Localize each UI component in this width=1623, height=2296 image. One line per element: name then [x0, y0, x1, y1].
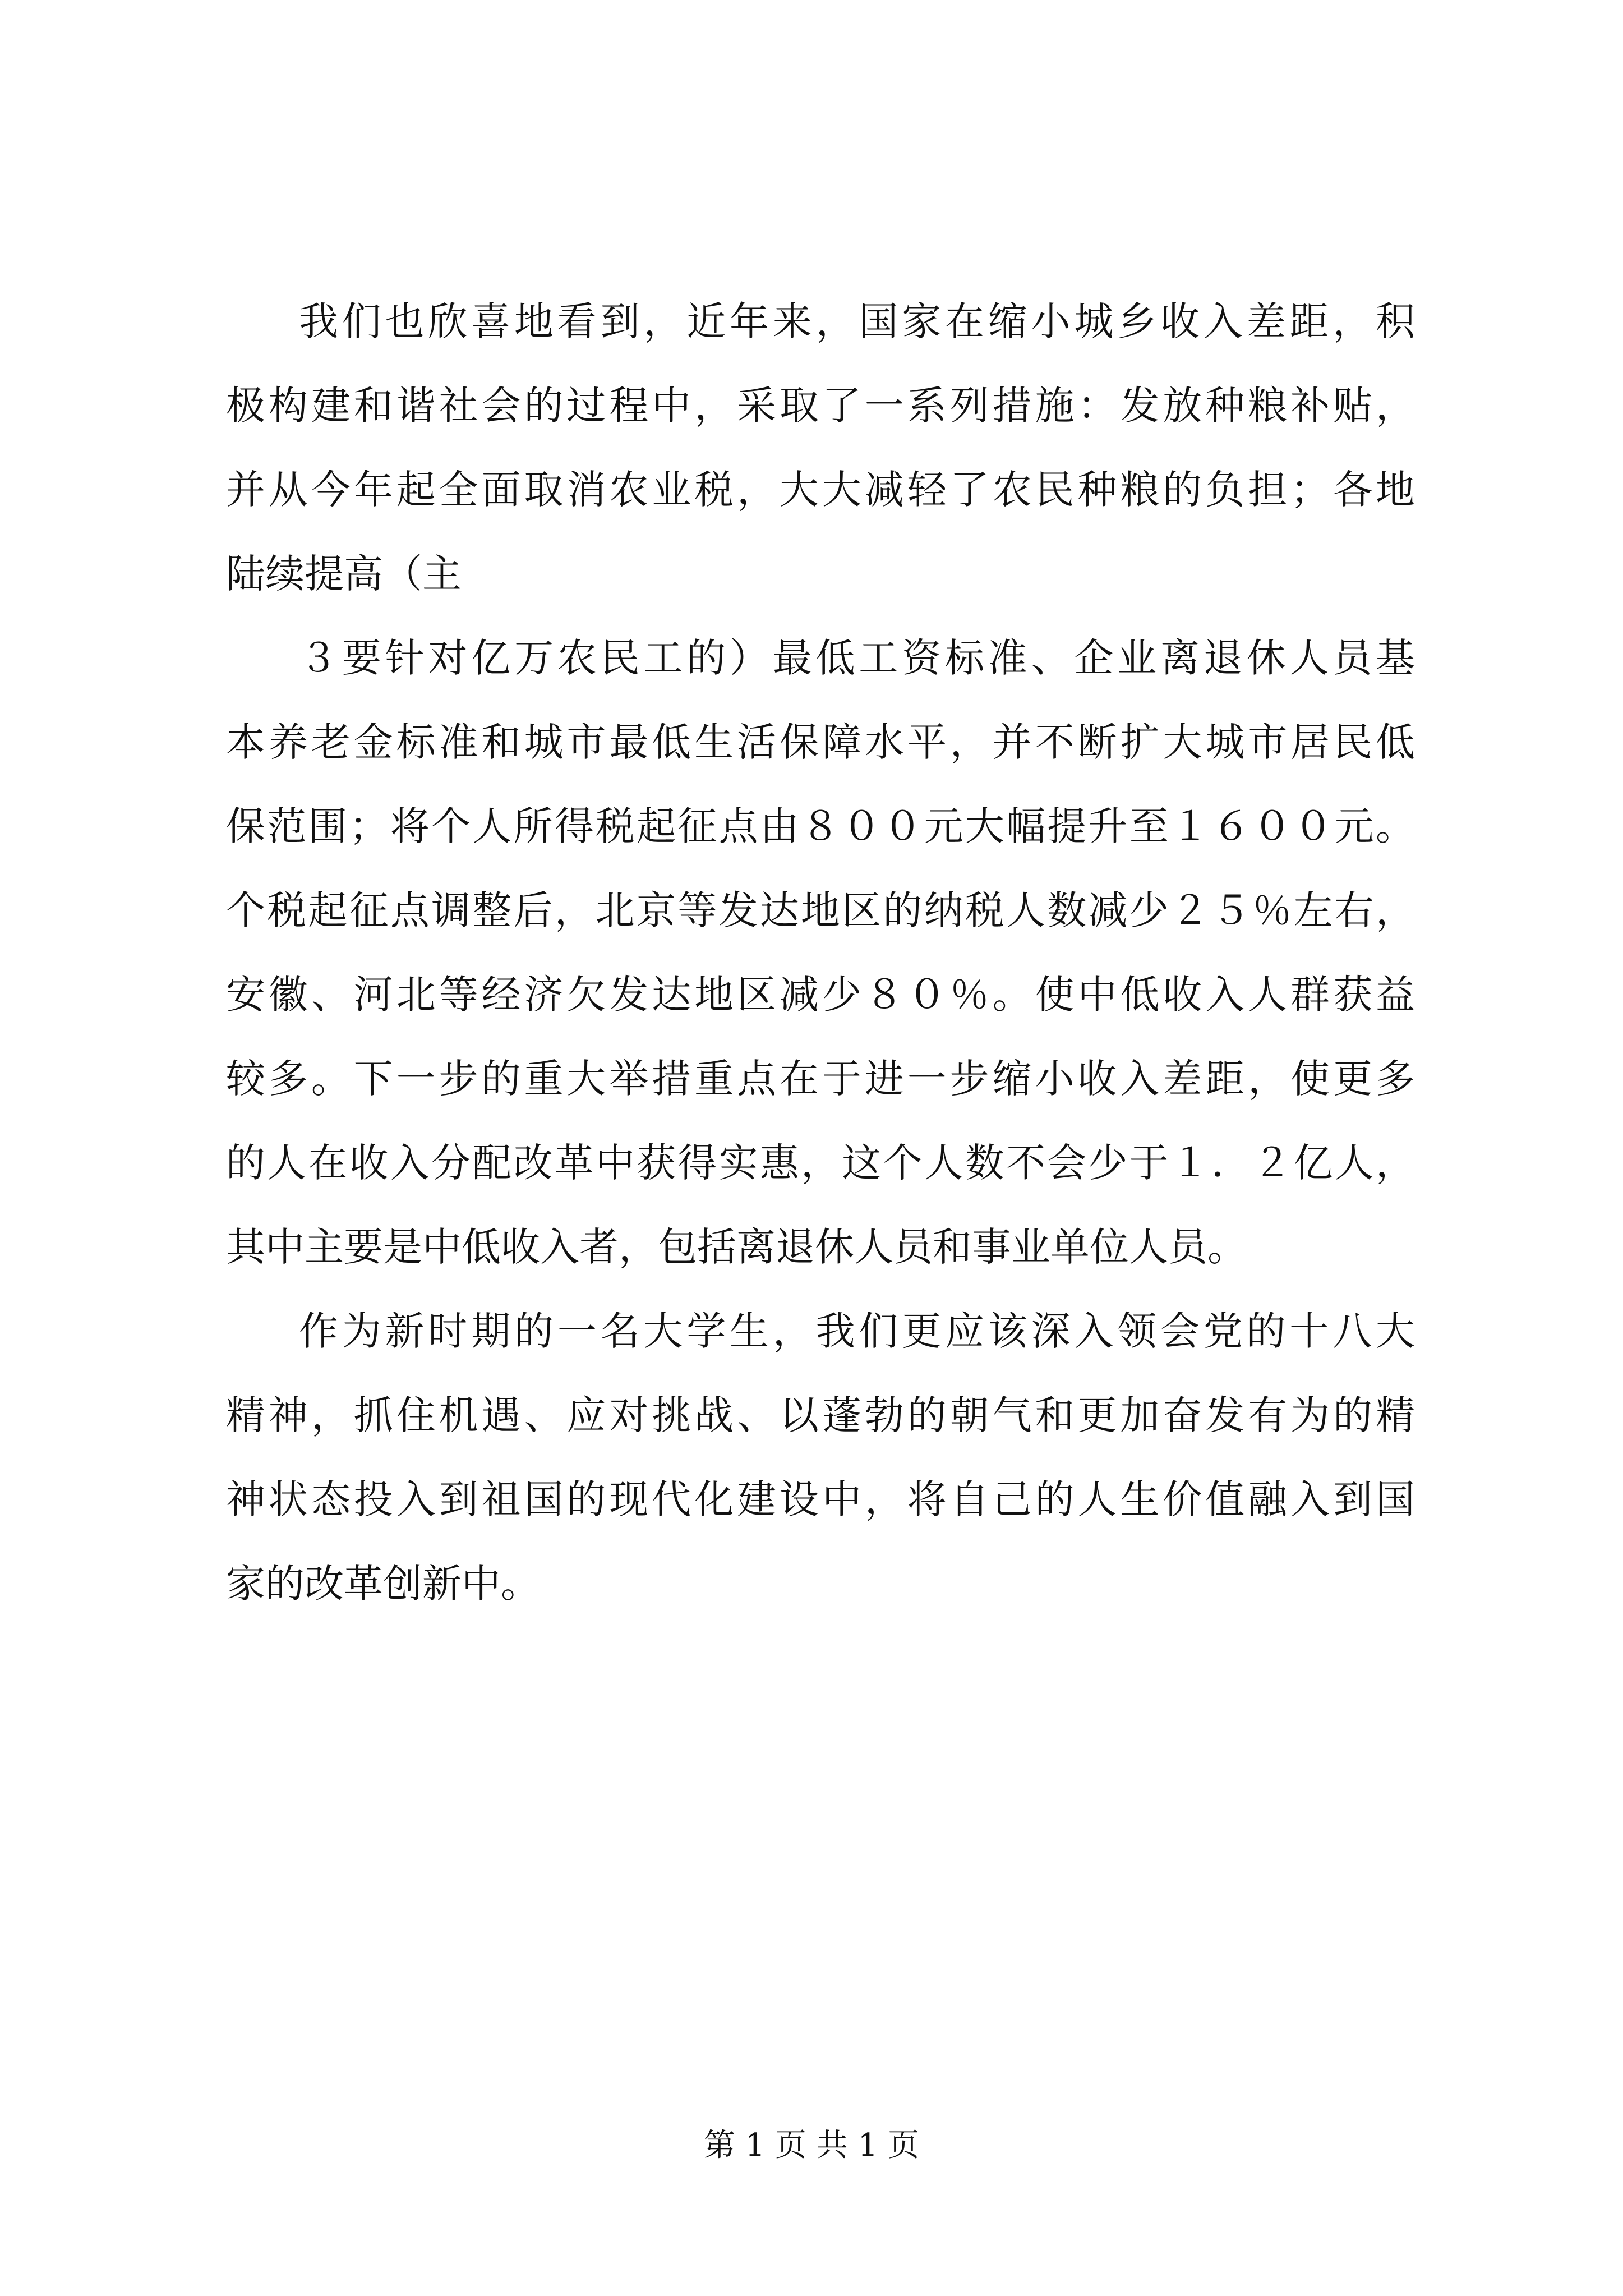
paragraph-line: 的人在收入分配改革中获得实惠，这个人数不会少于１．２亿人， [226, 1140, 1415, 1186]
paragraph-line: 并从今年起全面取消农业税，大大减轻了农民种粮的负担；各地 [226, 467, 1415, 513]
paragraph-line: 本养老金标准和城市最低生活保障水平，并不断扩大城市居民低 [226, 719, 1415, 765]
paragraph-line: 神状态投入到祖国的现代化建设中，将自己的人生价值融入到国 [226, 1476, 1415, 1522]
paragraph-line: 保范围；将个人所得税起征点由８００元大幅提升至１６００元。 [226, 803, 1415, 849]
paragraph-3 [226, 1289, 1415, 1626]
paragraph-line: 我们也欣喜地看到，近年来，国家在缩小城乡收入差距，积 [299, 298, 1415, 344]
paragraph-line: 较多。下一步的重大举措重点在于进一步缩小收入差距，使更多 [226, 1056, 1415, 1102]
paragraph-line: 精神，抓住机遇、应对挑战、以蓬勃的朝气和更加奋发有为的精 [226, 1392, 1415, 1438]
paragraph-line: 其中主要是中低收入者，包括离退休人员和事业单位人员。 [226, 1224, 1247, 1270]
paragraph-line: 陆续提高（主 [226, 551, 462, 597]
paragraph-line: 家的改革创新中。 [226, 1561, 540, 1607]
page-footer [0, 2126, 1623, 2165]
page-number-label: 第 1 页 共 1 页 [703, 2127, 920, 2164]
paragraph-line: 个税起征点调整后，北京等发达地区的纳税人数减少２５％左右， [226, 887, 1415, 933]
paragraph-line: 极构建和谐社会的过程中，采取了一系列措施：发放种粮补贴， [226, 383, 1415, 429]
paragraph-line: 安徽、河北等经济欠发达地区减少８０％。使中低收入人群获益 [226, 972, 1415, 1018]
paragraph-line: 作为新时期的一名大学生，我们更应该深入领会党的十八大 [299, 1308, 1415, 1354]
document-body [226, 279, 1415, 1626]
paragraph-line: ３要针对亿万农民工的）最低工资标准、企业离退休人员基 [299, 635, 1415, 681]
paragraph-2 [226, 616, 1415, 1289]
paragraph-1 [226, 279, 1415, 616]
